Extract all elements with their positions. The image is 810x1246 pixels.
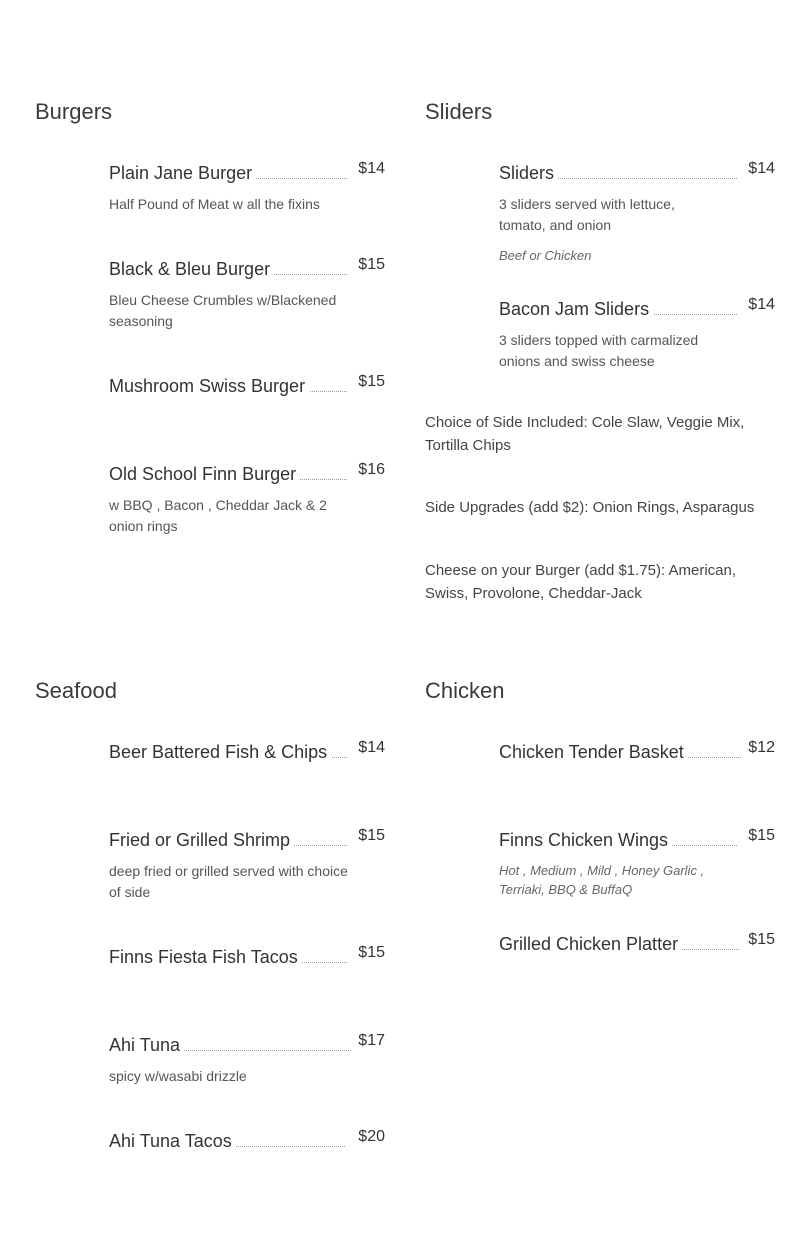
menu-item [499, 160, 775, 186]
menu-item-header [499, 296, 775, 322]
menu-item-header [109, 827, 385, 853]
menu-item-header [109, 739, 385, 765]
section-title-seafood: Seafood [35, 678, 117, 703]
menu-item-header [109, 373, 385, 399]
menu-item-note: Beef or Chicken [499, 248, 592, 263]
menu-item [109, 944, 385, 970]
section-title-chicken: Chicken [425, 678, 505, 703]
menu-item [109, 160, 385, 186]
menu-item-price: $14 [358, 739, 385, 756]
menu-item [499, 296, 775, 322]
menu-item-price: $17 [358, 1032, 385, 1049]
menu-item-description: Bleu Cheese Crumbles w/Blackened seasoning [109, 292, 337, 329]
menu-item-description: 3 sliders topped with carmalized onions and swiss cheese [499, 332, 699, 369]
menu-item-price: $15 [358, 944, 385, 961]
menu-item-price: $15 [358, 373, 385, 390]
menu-item-price: $15 [748, 827, 775, 844]
menu-item-name: Bacon Jam Sliders [499, 296, 653, 322]
menu-item-name: Chicken Tender Basket [499, 739, 688, 765]
section-title-sliders: Sliders [425, 99, 493, 124]
menu-item-name: Ahi Tuna [109, 1032, 184, 1058]
menu-item-note: Hot , Medium , Mild , Honey Garlic , Terriaki, BBQ & BuffaQ [499, 863, 705, 897]
menu-item-name: Old School Finn Burger [109, 461, 300, 487]
menu-item [109, 827, 385, 853]
menu-item [499, 827, 775, 853]
menu-item-description: deep fried or grilled served with choice of side [109, 863, 348, 900]
section-title-burgers: Burgers [35, 99, 113, 124]
menu-item-name: Grilled Chicken Platter [499, 931, 682, 957]
menu-item-header [499, 160, 775, 186]
menu-item-header [499, 827, 775, 853]
menu-item-name: Finns Chicken Wings [499, 827, 672, 853]
menu-item [499, 931, 775, 957]
side-upgrades-info: Side Upgrades (add $2): Onion Rings, Asparagus [425, 499, 755, 516]
menu-item-name: Finns Fiesta Fish Tacos [109, 944, 302, 970]
menu-item-price: $20 [358, 1128, 385, 1145]
menu-item-description: 3 sliders served with lettuce, tomato, and onion [499, 196, 675, 233]
menu-item [109, 373, 385, 399]
menu-item-header [499, 931, 775, 957]
menu-item-price: $15 [748, 931, 775, 948]
menu-item-price: $16 [358, 461, 385, 478]
menu-item-header [109, 944, 385, 970]
cheese-info: Cheese on your Burger (add $1.75): American, Swiss, Provolone, Cheddar-Jack [425, 562, 737, 602]
menu-item-description: Half Pound of Meat w all the fixins [109, 196, 320, 212]
menu-item [109, 1128, 385, 1154]
menu-item-name: Sliders [499, 160, 558, 186]
menu-item-price: $14 [748, 160, 775, 177]
menu-item-header [109, 461, 385, 487]
menu-item-name: Beer Battered Fish & Chips [109, 739, 331, 765]
cut-off-previous-item [109, 0, 379, 2]
menu-item [109, 739, 385, 765]
menu-item-description: w BBQ , Bacon , Cheddar Jack & 2 onion rings [109, 497, 327, 534]
menu-item-name: Plain Jane Burger [109, 160, 256, 186]
menu-item-name: Black & Bleu Burger [109, 256, 274, 282]
menu-item-price: $15 [358, 256, 385, 273]
menu-item-name: Ahi Tuna Tacos [109, 1128, 236, 1154]
menu-item-price: $14 [358, 160, 385, 177]
menu-item-header [499, 739, 775, 765]
menu-item-header [109, 160, 385, 186]
menu-item-name: Mushroom Swiss Burger [109, 373, 309, 399]
menu-item-name: Fried or Grilled Shrimp [109, 827, 294, 853]
menu-item-price: $12 [748, 739, 775, 756]
side-choice-info: Choice of Side Included: Cole Slaw, Veggie Mix, Tortilla Chips [425, 414, 745, 454]
menu-item-description: spicy w/wasabi drizzle [109, 1068, 247, 1084]
menu-item-header [109, 256, 385, 282]
menu-item-header [109, 1128, 385, 1154]
menu-item-price: $15 [358, 827, 385, 844]
menu-item [109, 1032, 385, 1058]
menu-item-header [109, 1032, 385, 1058]
menu-item [109, 461, 385, 487]
menu-item [109, 256, 385, 282]
menu-item-price: $14 [748, 296, 775, 313]
menu-item [499, 739, 775, 765]
